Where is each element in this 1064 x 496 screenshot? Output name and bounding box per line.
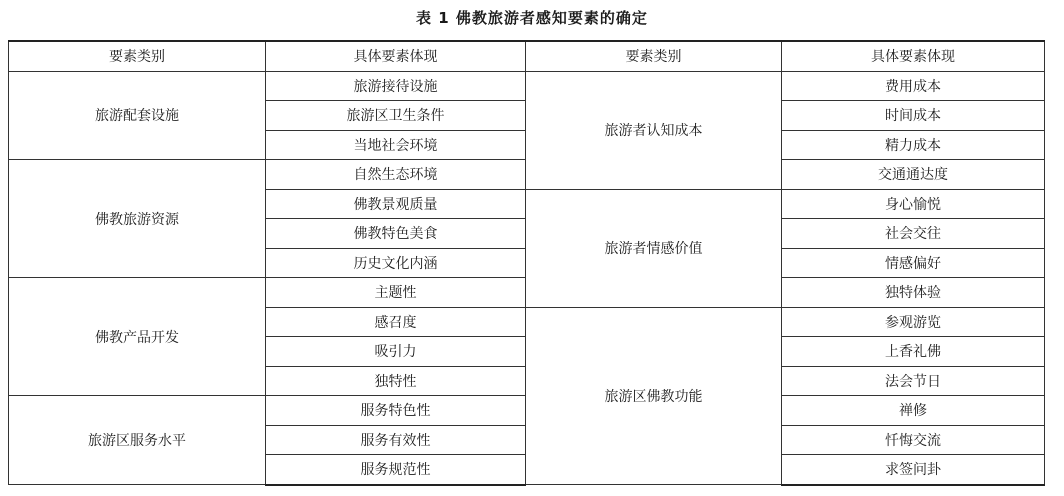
item-cell-right: 参观游览 [782, 307, 1045, 337]
item-cell-right: 禅修 [782, 396, 1045, 426]
item-cell-right: 社会交往 [782, 219, 1045, 249]
item-cell-left: 佛教景观质量 [266, 189, 526, 219]
item-cell-right: 时间成本 [782, 101, 1045, 131]
item-cell-left: 服务特色性 [266, 396, 526, 426]
category-cell-right: 旅游区佛教功能 [526, 307, 782, 485]
item-cell-right: 费用成本 [782, 71, 1045, 101]
item-cell-right: 法会节日 [782, 366, 1045, 396]
item-cell-right: 忏悔交流 [782, 425, 1045, 455]
item-cell-left: 自然生态环境 [266, 160, 526, 190]
item-cell-left: 主题性 [266, 278, 526, 308]
item-cell-right: 求签问卦 [782, 455, 1045, 485]
item-cell-left: 服务有效性 [266, 425, 526, 455]
item-cell-left: 吸引力 [266, 337, 526, 367]
category-cell-right: 旅游者情感价值 [526, 189, 782, 307]
header-category-right: 要素类别 [526, 41, 782, 71]
item-cell-left: 佛教特色美食 [266, 219, 526, 249]
header-items-left: 具体要素体现 [266, 41, 526, 71]
category-cell-left: 旅游配套设施 [9, 71, 266, 160]
category-cell-left: 佛教旅游资源 [9, 160, 266, 278]
item-cell-left: 服务规范性 [266, 455, 526, 485]
category-cell-left: 旅游区服务水平 [9, 396, 266, 485]
category-cell-right: 旅游者认知成本 [526, 71, 782, 189]
item-cell-right: 上香礼佛 [782, 337, 1045, 367]
item-cell-left: 旅游接待设施 [266, 71, 526, 101]
table-row [9, 71, 1045, 101]
item-cell-right: 独特体验 [782, 278, 1045, 308]
item-cell-left: 历史文化内涵 [266, 248, 526, 278]
header-category-left: 要素类别 [9, 41, 266, 71]
item-cell-right: 身心愉悦 [782, 189, 1045, 219]
item-cell-right: 精力成本 [782, 130, 1045, 160]
item-cell-left: 旅游区卫生条件 [266, 101, 526, 131]
item-cell-right: 情感偏好 [782, 248, 1045, 278]
item-cell-left: 感召度 [266, 307, 526, 337]
header-row [9, 41, 1045, 71]
perception-elements-table [8, 40, 1045, 486]
table-caption: 表 1 佛教旅游者感知要素的确定 [416, 9, 648, 27]
item-cell-right: 交通通达度 [782, 160, 1045, 190]
category-cell-left: 佛教产品开发 [9, 278, 266, 396]
header-items-right: 具体要素体现 [782, 41, 1045, 71]
item-cell-left: 独特性 [266, 366, 526, 396]
item-cell-left: 当地社会环境 [266, 130, 526, 160]
